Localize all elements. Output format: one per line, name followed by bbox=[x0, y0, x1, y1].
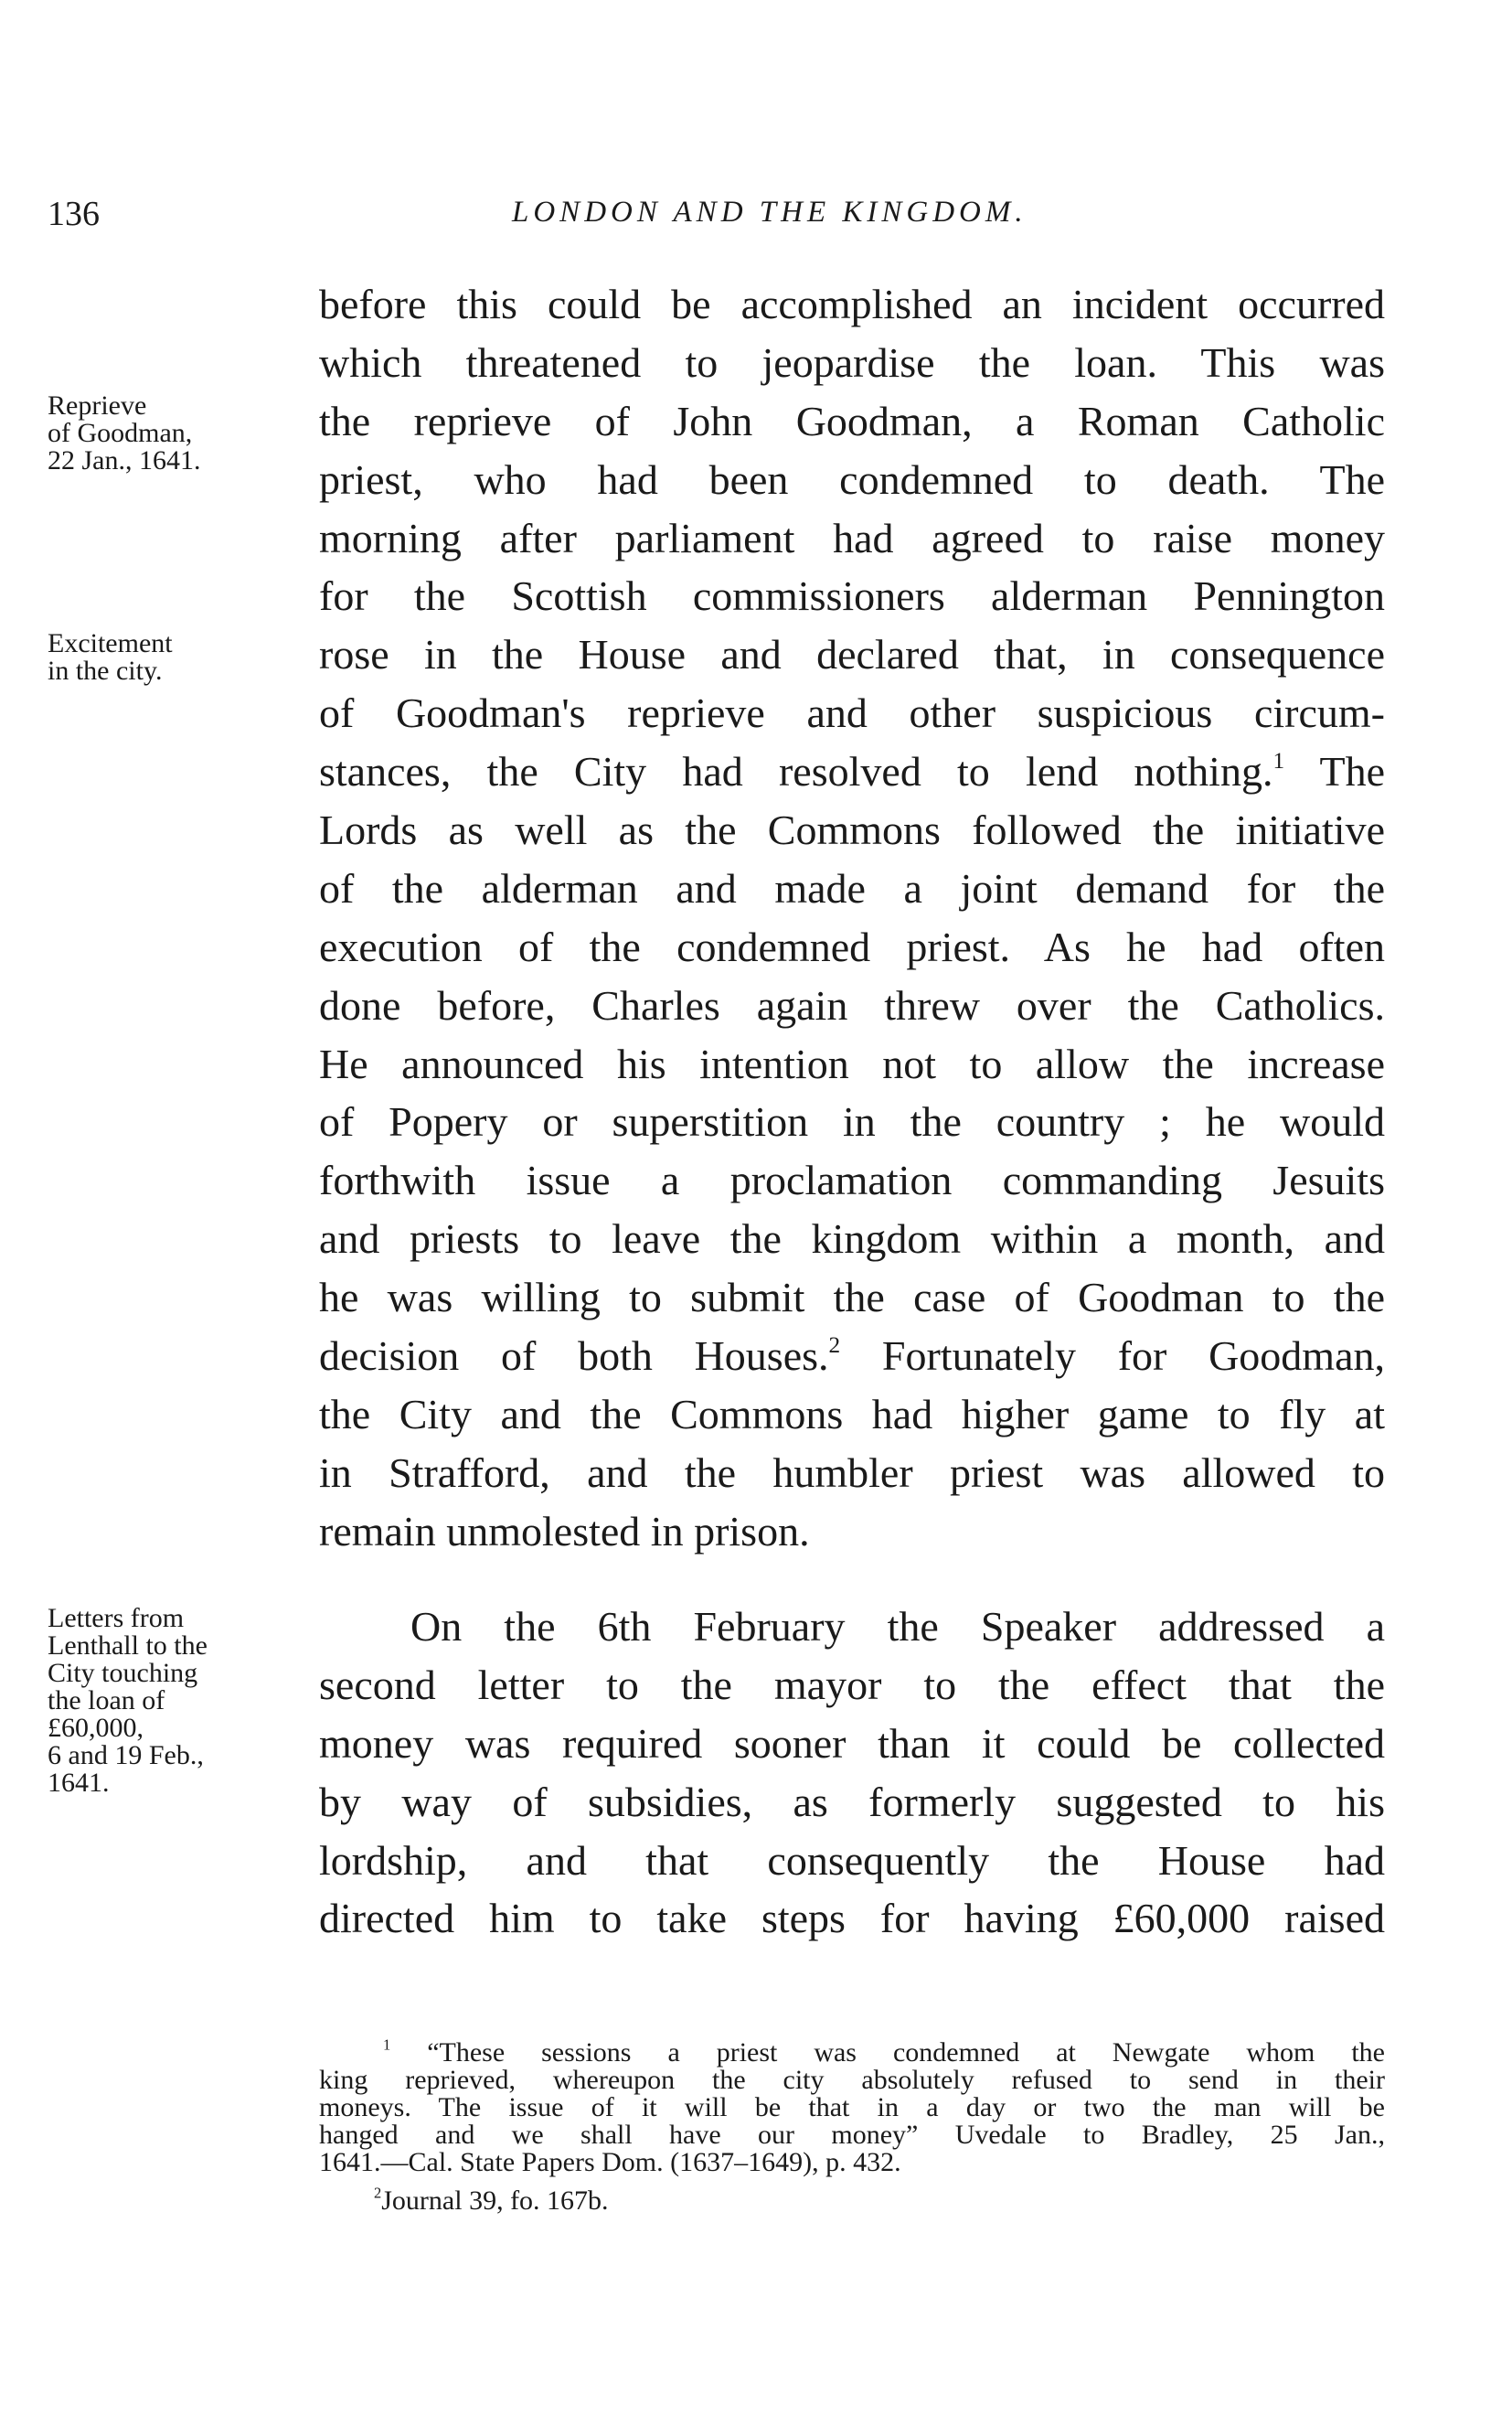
sidenote-line: of Goodman, bbox=[48, 418, 193, 448]
text-line: he was willing to submit the case of Goodman to the bbox=[319, 1274, 1385, 1321]
footnote-line: moneys. The issue of it will be that in a day or two the man will be bbox=[319, 2092, 1385, 2122]
footnote-line: 1641.—Cal. State Papers Dom. (1637–1649), p. 432. bbox=[319, 2147, 901, 2177]
text-line: second letter to the mayor to the effect that the bbox=[319, 1661, 1385, 1708]
paragraph-1 bbox=[319, 275, 1385, 1561]
footnote-marker-2: 2 bbox=[374, 2184, 382, 2202]
footnote-ref-2[interactable]: 2 bbox=[828, 1332, 841, 1359]
text-line: forthwith issue a proclamation commanding Jesuits bbox=[319, 1157, 1385, 1204]
text-segment: The bbox=[1319, 748, 1386, 796]
sidenote-line: £60,000, bbox=[48, 1713, 144, 1743]
footnote-marker-1: 1 bbox=[383, 2036, 391, 2054]
sidenote-line: City touching bbox=[48, 1658, 198, 1688]
sidenote-line: Lenthall to the bbox=[48, 1630, 208, 1661]
text-line bbox=[319, 1327, 1385, 1385]
text-line: done before, Charles again threw over the Catholics. bbox=[319, 981, 1385, 1029]
text-line: lordship, and that consequently the House had bbox=[319, 1836, 1385, 1884]
footnote-line: hanged and we shall have our money” Uvedale to Bradley, 25 Jan., bbox=[319, 2120, 1385, 2150]
running-title: LONDON AND THE KINGDOM. bbox=[512, 196, 1028, 229]
footnote-line: king reprieved, whereupon the city absolutely refused to send in their bbox=[319, 2065, 1385, 2095]
text-segment: Fortunately for Goodman, bbox=[881, 1332, 1385, 1380]
sidenote-line: Excitement bbox=[48, 628, 173, 658]
sidenote-line: the loan of bbox=[48, 1685, 165, 1715]
text-segment: “These sessions a priest was condemned at Newgate whom the bbox=[427, 2037, 1385, 2068]
sidenote-excitement bbox=[48, 630, 308, 685]
footnote-ref-1[interactable]: 1 bbox=[1272, 748, 1285, 775]
sidenote-line: Reprieve bbox=[48, 390, 147, 421]
sidenote-letters bbox=[48, 1605, 308, 1797]
text-line: priest, who had been condemned to death. The bbox=[319, 455, 1385, 503]
text-line: He announced his intention not to allow the increase bbox=[319, 1040, 1385, 1087]
sidenote-reprieve bbox=[48, 392, 308, 475]
text-line: the reprieve of John Goodman, a Roman Catholic bbox=[319, 397, 1385, 444]
text-segment: stances, the City had resolved to lend nothing. bbox=[319, 748, 1273, 796]
sidenote-line: 22 Jan., 1641. bbox=[48, 445, 201, 476]
text-line: remain unmolested in prison. bbox=[319, 1507, 810, 1555]
sidenote-line: 1641. bbox=[48, 1768, 110, 1798]
text-line: On the 6th February the Speaker addressed a bbox=[410, 1603, 1385, 1650]
text-line: before this could be accomplished an incident occurred bbox=[319, 281, 1385, 327]
text-line: the City and the Commons had higher game to fly at bbox=[319, 1390, 1385, 1437]
text-line: Lords as well as the Commons followed the initiative bbox=[319, 807, 1385, 854]
text-segment: Journal 39, fo. 167b. bbox=[381, 2185, 609, 2216]
text-line: of Goodman's reprieve and other suspicious circum- bbox=[319, 689, 1385, 737]
footnote-line bbox=[319, 2184, 1385, 2216]
text-line: rose in the House and declared that, in consequence bbox=[319, 631, 1385, 679]
text-segment: decision of both Houses. bbox=[319, 1332, 829, 1380]
text-line: by way of subsidies, as formerly suggested to his bbox=[319, 1778, 1385, 1825]
footnotes bbox=[319, 2036, 1385, 2177]
sidenote-line: 6 and 19 Feb., bbox=[48, 1740, 204, 1770]
text-line: for the Scottish commissioners alderman Pennington bbox=[319, 572, 1385, 620]
text-line bbox=[319, 743, 1385, 801]
footnote-line bbox=[319, 2036, 1385, 2068]
text-line: directed him to take steps for having £60,000 raised bbox=[319, 1895, 1385, 1942]
text-line: morning after parliament had agreed to raise money bbox=[319, 514, 1385, 561]
text-line: and priests to leave the kingdom within a month, and bbox=[319, 1215, 1385, 1263]
text-line: execution of the condemned priest. As he had often bbox=[319, 923, 1385, 970]
page-number: 136 bbox=[48, 195, 100, 233]
text-line: in Strafford, and the humbler priest was allowed to bbox=[319, 1448, 1385, 1496]
text-line: of Popery or superstition in the country ; he would bbox=[319, 1098, 1385, 1146]
footnote-2 bbox=[319, 2184, 1385, 2216]
text-line: money was required sooner than it could be collected bbox=[319, 1719, 1385, 1767]
sidenote-line: Letters from bbox=[48, 1603, 185, 1633]
text-line: which threatened to jeopardise the loan. This was bbox=[319, 338, 1385, 386]
text-line: of the alderman and made a joint demand for the bbox=[319, 864, 1385, 912]
sidenote-line: in the city. bbox=[48, 656, 163, 686]
paragraph-2 bbox=[319, 1598, 1385, 1948]
